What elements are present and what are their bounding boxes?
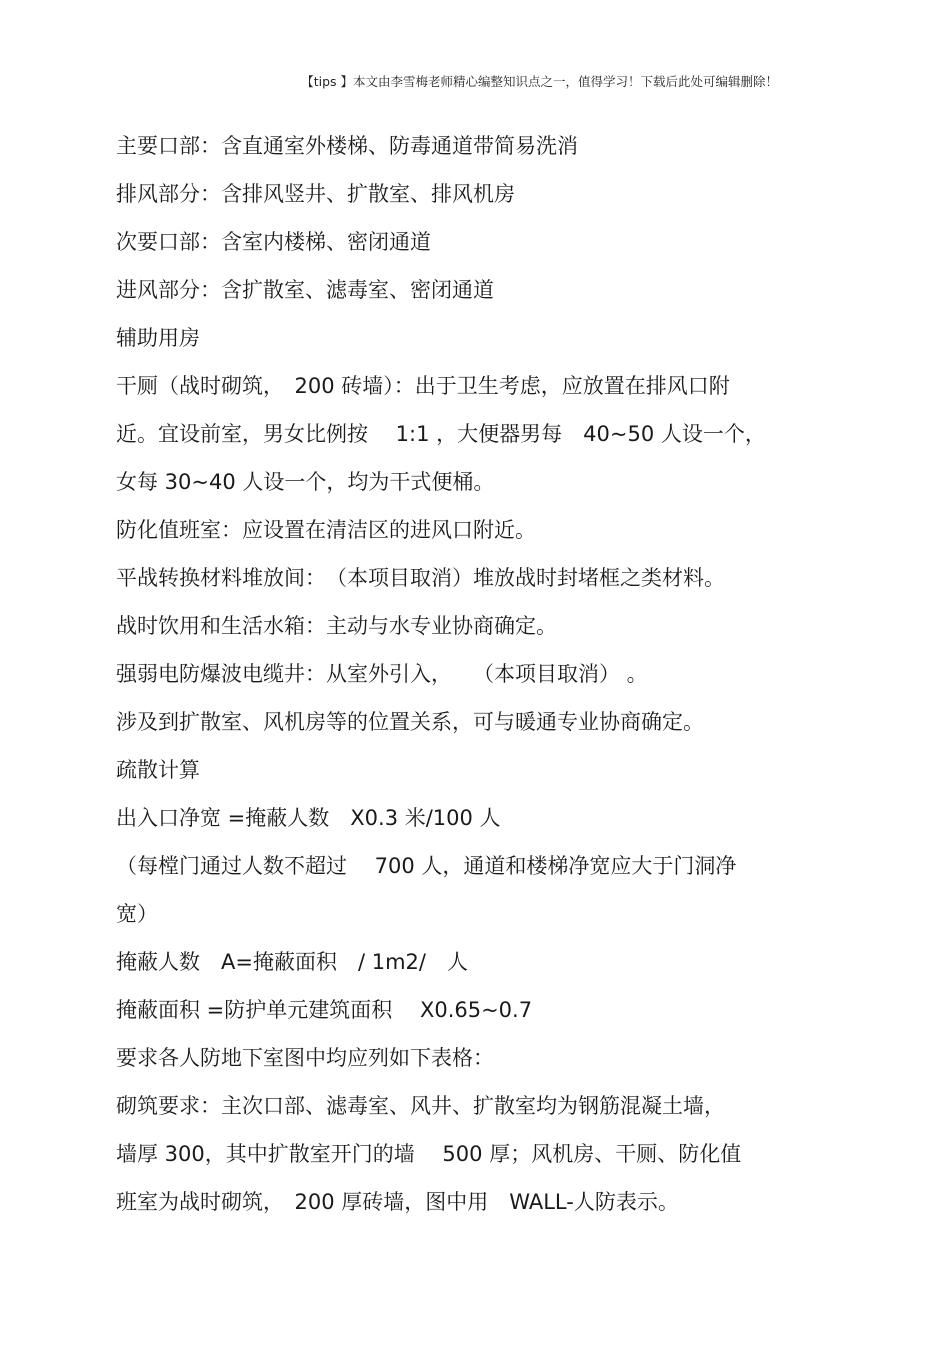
text-line: 排风部分：含排风竖井、扩散室、排风机房 (116, 182, 515, 206)
section-heading: 疏散计算 (116, 758, 200, 782)
text-line: 掩蔽面积 =防护单元建筑面积 X0.65~0.7 (116, 998, 533, 1022)
text-line: 战时饮用和生活水箱：主动与水专业协商确定。 (116, 614, 557, 638)
text-line: 主要口部：含直通室外楼梯、防毒通道带简易洗消 (116, 134, 578, 158)
text-line: 次要口部：含室内楼梯、密闭通道 (116, 230, 431, 254)
text-line: 掩蔽人数 A=掩蔽面积 / 1m2/ 人 (116, 950, 468, 974)
text-line: 班室为战时砌筑， 200 厚砖墙，图中用 WALL-人防表示。 (116, 1190, 679, 1214)
text-line: 要求各人防地下室图中均应列如下表格： (116, 1046, 494, 1070)
text-line: 女每 30~40 人设一个，均为干式便桶。 (116, 470, 495, 494)
text-line: 宽） (116, 902, 158, 926)
text-line: （每樘门通过人数不超过 700 人，通道和楼梯净宽应大于门洞净 (116, 854, 737, 878)
text-line: 防化值班室：应设置在清洁区的进风口附近。 (116, 518, 536, 542)
text-line: 强弱电防爆波电缆井：从室外引入， （本项目取消） 。 (116, 662, 648, 686)
text-line: 干厕（战时砌筑， 200 砖墙）：出于卫生考虑，应放置在排风口附 (116, 374, 730, 398)
text-line: 涉及到扩散室、风机房等的位置关系，可与暖通专业协商确定。 (116, 710, 704, 734)
text-line: 砌筑要求：主次口部、滤毒室、风井、扩散室均为钢筋混凝土墙， (116, 1094, 725, 1118)
header-tips: 【tips 】本文由李雪梅老师精心编整知识点之一，值得学习！下载后此处可编辑删除！ (301, 74, 778, 89)
text-line: 近。宜设前室，男女比例按 1:1 ，大便器男每 40~50 人设一个， (116, 422, 766, 446)
text-line: 进风部分：含扩散室、滤毒室、密闭通道 (116, 278, 494, 302)
text-line: 出入口净宽 =掩蔽人数 X0.3 米/100 人 (116, 806, 501, 830)
text-line: 平战转换材料堆放间： （本项目取消）堆放战时封堵框之类材料。 (116, 566, 725, 590)
document-body (116, 122, 816, 1226)
text-line: 墙厚 300，其中扩散室开门的墙 500 厚；风机房、干厕、防化值 (116, 1142, 742, 1166)
section-heading: 辅助用房 (116, 326, 200, 350)
